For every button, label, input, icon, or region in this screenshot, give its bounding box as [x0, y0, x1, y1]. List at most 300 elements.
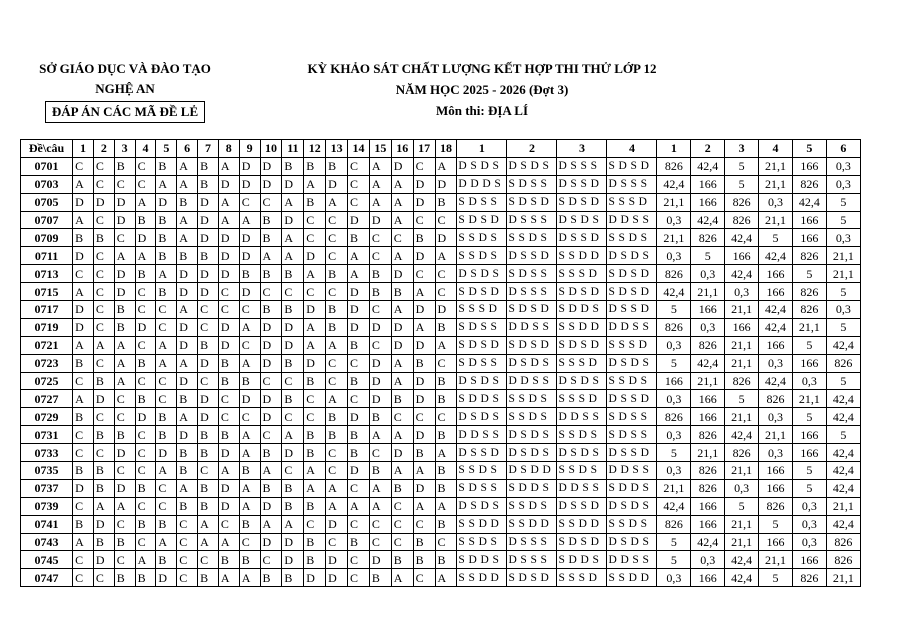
tf-answer-cell: D S S D: [457, 444, 507, 462]
short-answer-cell: 42,4: [759, 301, 793, 319]
mc-answer-cell: B: [326, 408, 348, 426]
short-answer-cell: 826: [725, 211, 759, 229]
mc-question-header: 14: [348, 140, 370, 158]
mc-answer-cell: C: [304, 390, 326, 408]
mc-answer-cell: A: [413, 318, 435, 336]
mc-answer-cell: D: [93, 551, 114, 569]
mc-answer-cell: B: [218, 426, 239, 444]
mc-answer-cell: C: [93, 318, 114, 336]
mc-answer-cell: D: [282, 318, 304, 336]
table-row: [21, 283, 861, 301]
short-answer-cell: 5: [657, 551, 691, 569]
short-answer-cell: 5: [725, 390, 759, 408]
short-answer-cell: 21,1: [691, 372, 725, 390]
mc-answer-cell: B: [435, 193, 457, 211]
short-answer-cell: 42,4: [826, 336, 860, 354]
mc-answer-cell: C: [326, 283, 348, 301]
tf-answer-cell: D S D S: [457, 265, 507, 283]
mc-answer-cell: A: [391, 301, 413, 319]
mc-answer-cell: C: [93, 569, 114, 587]
short-answer-cell: 826: [691, 479, 725, 497]
mc-answer-cell: B: [177, 444, 198, 462]
mc-answer-cell: A: [326, 336, 348, 354]
mc-answer-cell: C: [135, 462, 156, 480]
exam-code-cell: 0735: [21, 462, 73, 480]
mc-answer-cell: D: [282, 551, 304, 569]
mc-answer-cell: A: [369, 497, 391, 515]
mc-answer-cell: C: [156, 479, 177, 497]
mc-answer-cell: D: [177, 336, 198, 354]
mc-answer-cell: C: [198, 372, 219, 390]
mc-answer-cell: C: [413, 157, 435, 175]
table-row: [21, 265, 861, 283]
mc-answer-cell: C: [114, 551, 135, 569]
mc-answer-cell: B: [198, 175, 219, 193]
short-answer-cell: 42,4: [691, 533, 725, 551]
short-answer-cell: 5: [759, 229, 793, 247]
short-answer-cell: 5: [826, 211, 860, 229]
mc-answer-cell: C: [93, 301, 114, 319]
mc-answer-cell: A: [391, 247, 413, 265]
mc-answer-cell: D: [391, 265, 413, 283]
mc-answer-cell: C: [435, 354, 457, 372]
tf-answer-cell: S S D S: [607, 515, 657, 533]
mc-answer-cell: D: [73, 318, 94, 336]
mc-answer-cell: A: [304, 175, 326, 193]
short-answer-cell: 0,3: [792, 533, 826, 551]
tf-answer-cell: D S S D: [557, 229, 607, 247]
mc-answer-cell: B: [177, 193, 198, 211]
short-answer-cell: 42,4: [826, 408, 860, 426]
mc-answer-cell: A: [73, 390, 94, 408]
mc-answer-cell: A: [282, 229, 304, 247]
mc-answer-cell: A: [218, 462, 239, 480]
short-answer-cell: 5: [725, 175, 759, 193]
mc-answer-cell: A: [239, 444, 260, 462]
mc-answer-cell: A: [391, 175, 413, 193]
mc-answer-cell: C: [391, 229, 413, 247]
exam-code-cell: 0719: [21, 318, 73, 336]
short-answer-cell: 21,1: [725, 354, 759, 372]
mc-question-header: 17: [413, 140, 435, 158]
mc-answer-cell: A: [239, 479, 260, 497]
short-answer-cell: 166: [792, 426, 826, 444]
short-answer-cell: 21,1: [826, 497, 860, 515]
mc-answer-cell: D: [413, 247, 435, 265]
mc-answer-cell: B: [391, 479, 413, 497]
tf-answer-cell: S D D S: [607, 479, 657, 497]
short-answer-cell: 166: [691, 390, 725, 408]
mc-answer-cell: A: [369, 175, 391, 193]
mc-answer-cell: B: [239, 551, 260, 569]
mc-answer-cell: B: [156, 515, 177, 533]
mc-answer-cell: D: [177, 265, 198, 283]
table-row: [21, 479, 861, 497]
short-answer-cell: 42,4: [826, 444, 860, 462]
mc-answer-cell: D: [156, 569, 177, 587]
mc-answer-cell: C: [435, 211, 457, 229]
tf-answer-cell: D S S S: [607, 175, 657, 193]
mc-answer-cell: C: [218, 390, 239, 408]
mc-answer-cell: D: [239, 247, 260, 265]
mc-answer-cell: B: [73, 229, 94, 247]
table-row: [21, 193, 861, 211]
mc-answer-cell: A: [114, 247, 135, 265]
mc-answer-cell: A: [177, 301, 198, 319]
mc-answer-cell: B: [239, 462, 260, 480]
mc-question-header: 9: [239, 140, 260, 158]
exam-code-cell: 0703: [21, 175, 73, 193]
tf-answer-cell: D S S D: [607, 390, 657, 408]
short-answer-cell: 42,4: [725, 426, 759, 444]
mc-answer-cell: B: [282, 569, 304, 587]
mc-answer-cell: B: [93, 479, 114, 497]
tf-answer-cell: S S D S: [507, 408, 557, 426]
mc-answer-cell: B: [114, 569, 135, 587]
short-answer-cell: 166: [792, 444, 826, 462]
mc-answer-cell: A: [177, 211, 198, 229]
mc-answer-cell: C: [326, 372, 348, 390]
mc-answer-cell: A: [369, 193, 391, 211]
mc-answer-cell: D: [135, 229, 156, 247]
short-answer-cell: 21,1: [725, 408, 759, 426]
mc-answer-cell: D: [391, 318, 413, 336]
mc-answer-cell: C: [348, 193, 370, 211]
mc-answer-cell: D: [114, 444, 135, 462]
mc-answer-cell: A: [198, 515, 219, 533]
mc-answer-cell: C: [135, 301, 156, 319]
mc-answer-cell: D: [435, 175, 457, 193]
mc-answer-cell: B: [114, 157, 135, 175]
tf-answer-cell: S D D S: [507, 479, 557, 497]
mc-answer-cell: B: [114, 301, 135, 319]
mc-answer-cell: C: [260, 283, 282, 301]
mc-answer-cell: B: [369, 283, 391, 301]
mc-answer-cell: D: [198, 354, 219, 372]
mc-answer-cell: D: [369, 390, 391, 408]
mc-answer-cell: B: [135, 265, 156, 283]
mc-answer-cell: D: [348, 318, 370, 336]
mc-answer-cell: A: [282, 515, 304, 533]
mc-answer-cell: B: [156, 408, 177, 426]
mc-answer-cell: C: [93, 211, 114, 229]
short-answer-cell: 826: [826, 354, 860, 372]
mc-answer-cell: B: [198, 426, 219, 444]
short-answer-cell: 42,4: [826, 390, 860, 408]
mc-answer-cell: C: [218, 283, 239, 301]
tf-answer-cell: D S D S: [457, 157, 507, 175]
mc-answer-cell: B: [198, 444, 219, 462]
short-answer-cell: 826: [792, 301, 826, 319]
issuer-block: [20, 58, 230, 123]
mc-answer-cell: C: [413, 265, 435, 283]
tf-answer-cell: D D S S: [607, 551, 657, 569]
short-answer-cell: 166: [759, 479, 793, 497]
short-answer-cell: 0,3: [691, 318, 725, 336]
mc-answer-cell: C: [93, 283, 114, 301]
tf-answer-cell: S D S S: [457, 318, 507, 336]
mc-answer-cell: D: [198, 211, 219, 229]
exam-code-cell: 0715: [21, 283, 73, 301]
mc-answer-cell: C: [135, 157, 156, 175]
short-answer-cell: 42,4: [759, 247, 793, 265]
tf-answer-cell: D D S S: [607, 318, 657, 336]
mc-answer-cell: C: [369, 336, 391, 354]
mc-answer-cell: C: [304, 229, 326, 247]
mc-answer-cell: C: [177, 533, 198, 551]
mc-question-header: 7: [198, 140, 219, 158]
short-answer-cell: 826: [657, 265, 691, 283]
exam-title-block: [262, 58, 702, 121]
mc-answer-cell: B: [282, 497, 304, 515]
mc-answer-cell: C: [391, 497, 413, 515]
mc-answer-cell: B: [304, 497, 326, 515]
tf-answer-cell: S D S D: [557, 336, 607, 354]
mc-answer-cell: B: [73, 462, 94, 480]
table-row: [21, 390, 861, 408]
tf-answer-cell: S D S S: [457, 193, 507, 211]
mc-answer-cell: B: [198, 497, 219, 515]
mc-answer-cell: B: [348, 533, 370, 551]
mc-answer-cell: A: [239, 426, 260, 444]
exam-code-cell: 0725: [21, 372, 73, 390]
mc-answer-cell: B: [369, 265, 391, 283]
short-answer-header: 6: [826, 140, 860, 158]
short-answer-cell: 5: [725, 157, 759, 175]
short-answer-cell: 21,1: [725, 515, 759, 533]
short-answer-cell: 166: [691, 569, 725, 587]
mc-answer-cell: C: [326, 462, 348, 480]
mc-answer-cell: C: [369, 301, 391, 319]
mc-answer-cell: B: [260, 301, 282, 319]
tf-answer-cell: D S D S: [457, 372, 507, 390]
short-answer-cell: 5: [657, 444, 691, 462]
tf-answer-cell: D D S S: [507, 318, 557, 336]
mc-answer-cell: C: [114, 408, 135, 426]
mc-answer-cell: B: [239, 372, 260, 390]
short-answer-cell: 0,3: [826, 229, 860, 247]
mc-answer-cell: C: [93, 444, 114, 462]
short-answer-cell: 166: [691, 193, 725, 211]
tf-answer-cell: S S D S: [557, 426, 607, 444]
mc-answer-cell: B: [348, 426, 370, 444]
mc-answer-cell: B: [177, 462, 198, 480]
mc-answer-cell: B: [413, 444, 435, 462]
short-answer-cell: 5: [826, 426, 860, 444]
mc-answer-cell: B: [114, 426, 135, 444]
mc-answer-cell: C: [304, 515, 326, 533]
mc-answer-cell: B: [218, 551, 239, 569]
mc-answer-cell: A: [435, 497, 457, 515]
tf-answer-cell: D S S D: [507, 247, 557, 265]
mc-answer-cell: A: [282, 247, 304, 265]
mc-answer-cell: A: [435, 336, 457, 354]
mc-answer-cell: C: [369, 444, 391, 462]
mc-answer-cell: D: [218, 497, 239, 515]
mc-answer-cell: C: [239, 408, 260, 426]
tf-answer-cell: S D D S: [457, 390, 507, 408]
mc-answer-cell: D: [304, 569, 326, 587]
tf-answer-cell: D S S S: [507, 533, 557, 551]
short-answer-cell: 826: [725, 193, 759, 211]
short-answer-cell: 5: [792, 336, 826, 354]
mc-answer-cell: B: [156, 157, 177, 175]
mc-answer-cell: B: [326, 318, 348, 336]
mc-answer-cell: C: [348, 515, 370, 533]
tf-answer-cell: S D D S: [457, 551, 507, 569]
tf-answer-cell: S S D D: [607, 569, 657, 587]
table-header-row: [21, 140, 861, 158]
mc-answer-cell: D: [260, 390, 282, 408]
mc-answer-cell: B: [260, 265, 282, 283]
mc-answer-cell: C: [93, 354, 114, 372]
short-answer-cell: 0,3: [759, 354, 793, 372]
mc-answer-cell: D: [282, 336, 304, 354]
mc-answer-cell: B: [73, 354, 94, 372]
mc-answer-cell: D: [73, 301, 94, 319]
tf-answer-cell: D S D S: [557, 211, 607, 229]
mc-answer-cell: A: [391, 193, 413, 211]
mc-answer-cell: C: [239, 301, 260, 319]
mc-answer-cell: A: [73, 175, 94, 193]
mc-answer-cell: A: [135, 193, 156, 211]
exam-code-cell: 0729: [21, 408, 73, 426]
mc-answer-cell: C: [156, 497, 177, 515]
mc-answer-cell: A: [413, 462, 435, 480]
tf-answer-cell: S D S D: [457, 211, 507, 229]
exam-code-cell: 0707: [21, 211, 73, 229]
mc-answer-cell: C: [73, 157, 94, 175]
mc-answer-cell: B: [218, 354, 239, 372]
mc-answer-cell: D: [73, 247, 94, 265]
mc-answer-cell: B: [304, 193, 326, 211]
mc-answer-cell: D: [198, 229, 219, 247]
mc-answer-cell: A: [304, 336, 326, 354]
mc-answer-cell: D: [218, 247, 239, 265]
short-answer-cell: 21,1: [725, 462, 759, 480]
short-answer-cell: 0,3: [657, 426, 691, 444]
tf-answer-cell: D S S D: [557, 497, 607, 515]
mc-answer-cell: D: [260, 497, 282, 515]
mc-answer-cell: C: [218, 301, 239, 319]
mc-answer-cell: A: [156, 533, 177, 551]
short-answer-cell: 166: [792, 229, 826, 247]
mc-answer-cell: D: [198, 390, 219, 408]
mc-answer-cell: C: [93, 265, 114, 283]
short-answer-cell: 5: [826, 193, 860, 211]
mc-answer-cell: B: [198, 336, 219, 354]
table-row: [21, 408, 861, 426]
tf-answer-cell: S D S D: [607, 283, 657, 301]
tf-answer-cell: S S D D: [457, 569, 507, 587]
tf-answer-cell: D S S D: [607, 301, 657, 319]
mc-answer-cell: B: [282, 157, 304, 175]
mc-question-header: 3: [114, 140, 135, 158]
mc-answer-cell: B: [391, 390, 413, 408]
short-answer-cell: 42,4: [759, 372, 793, 390]
mc-answer-cell: A: [260, 515, 282, 533]
short-answer-cell: 826: [657, 408, 691, 426]
short-answer-cell: 826: [691, 462, 725, 480]
tf-answer-cell: S D S S: [607, 426, 657, 444]
mc-answer-cell: D: [435, 301, 457, 319]
table-row: [21, 229, 861, 247]
short-answer-cell: 166: [759, 283, 793, 301]
mc-answer-cell: B: [348, 336, 370, 354]
mc-answer-cell: D: [218, 318, 239, 336]
short-answer-cell: 5: [657, 301, 691, 319]
mc-answer-cell: D: [326, 515, 348, 533]
mc-answer-cell: B: [435, 551, 457, 569]
exam-code-cell: 0705: [21, 193, 73, 211]
mc-answer-cell: C: [391, 515, 413, 533]
mc-answer-cell: A: [260, 462, 282, 480]
short-answer-cell: 42,4: [725, 551, 759, 569]
short-answer-cell: 5: [759, 569, 793, 587]
mc-answer-cell: C: [114, 175, 135, 193]
mc-answer-cell: B: [135, 479, 156, 497]
tf-answer-cell: D S S S: [507, 283, 557, 301]
mc-answer-cell: C: [156, 301, 177, 319]
short-answer-cell: 166: [691, 497, 725, 515]
mc-question-header: 10: [260, 140, 282, 158]
mc-answer-cell: C: [135, 283, 156, 301]
mc-answer-cell: C: [435, 265, 457, 283]
short-answer-cell: 21,1: [759, 211, 793, 229]
exam-code-cell: 0709: [21, 229, 73, 247]
mc-answer-cell: A: [348, 265, 370, 283]
table-row: [21, 354, 861, 372]
tf-answer-cell: D S S S: [507, 211, 557, 229]
mc-answer-cell: D: [413, 426, 435, 444]
short-answer-cell: 166: [759, 533, 793, 551]
mc-answer-cell: C: [73, 372, 94, 390]
mc-answer-cell: A: [198, 533, 219, 551]
mc-answer-cell: B: [326, 157, 348, 175]
mc-answer-cell: B: [326, 265, 348, 283]
short-answer-cell: 826: [725, 444, 759, 462]
mc-answer-cell: A: [239, 354, 260, 372]
mc-answer-cell: D: [369, 551, 391, 569]
mc-answer-cell: A: [348, 247, 370, 265]
mc-answer-cell: B: [198, 569, 219, 587]
mc-answer-cell: C: [413, 569, 435, 587]
exam-code-cell: 0723: [21, 354, 73, 372]
mc-answer-cell: B: [156, 551, 177, 569]
mc-answer-cell: C: [282, 283, 304, 301]
tf-answer-cell: D D S S: [557, 408, 607, 426]
short-answer-cell: 42,4: [725, 265, 759, 283]
short-answer-cell: 42,4: [691, 211, 725, 229]
mc-answer-cell: B: [304, 533, 326, 551]
mc-answer-cell: D: [73, 479, 94, 497]
tf-answer-cell: S D S D: [457, 283, 507, 301]
short-answer-cell: 166: [759, 462, 793, 480]
table-row: [21, 175, 861, 193]
mc-answer-cell: C: [282, 462, 304, 480]
tf-answer-cell: S S S D: [557, 265, 607, 283]
tf-answer-cell: S D S D: [607, 157, 657, 175]
mc-answer-cell: A: [435, 157, 457, 175]
mc-answer-cell: C: [135, 175, 156, 193]
mc-answer-cell: B: [348, 444, 370, 462]
mc-answer-cell: C: [369, 533, 391, 551]
mc-answer-cell: A: [218, 211, 239, 229]
mc-answer-cell: D: [260, 533, 282, 551]
mc-answer-cell: D: [435, 229, 457, 247]
tf-answer-cell: D S D S: [507, 426, 557, 444]
mc-answer-cell: D: [239, 283, 260, 301]
